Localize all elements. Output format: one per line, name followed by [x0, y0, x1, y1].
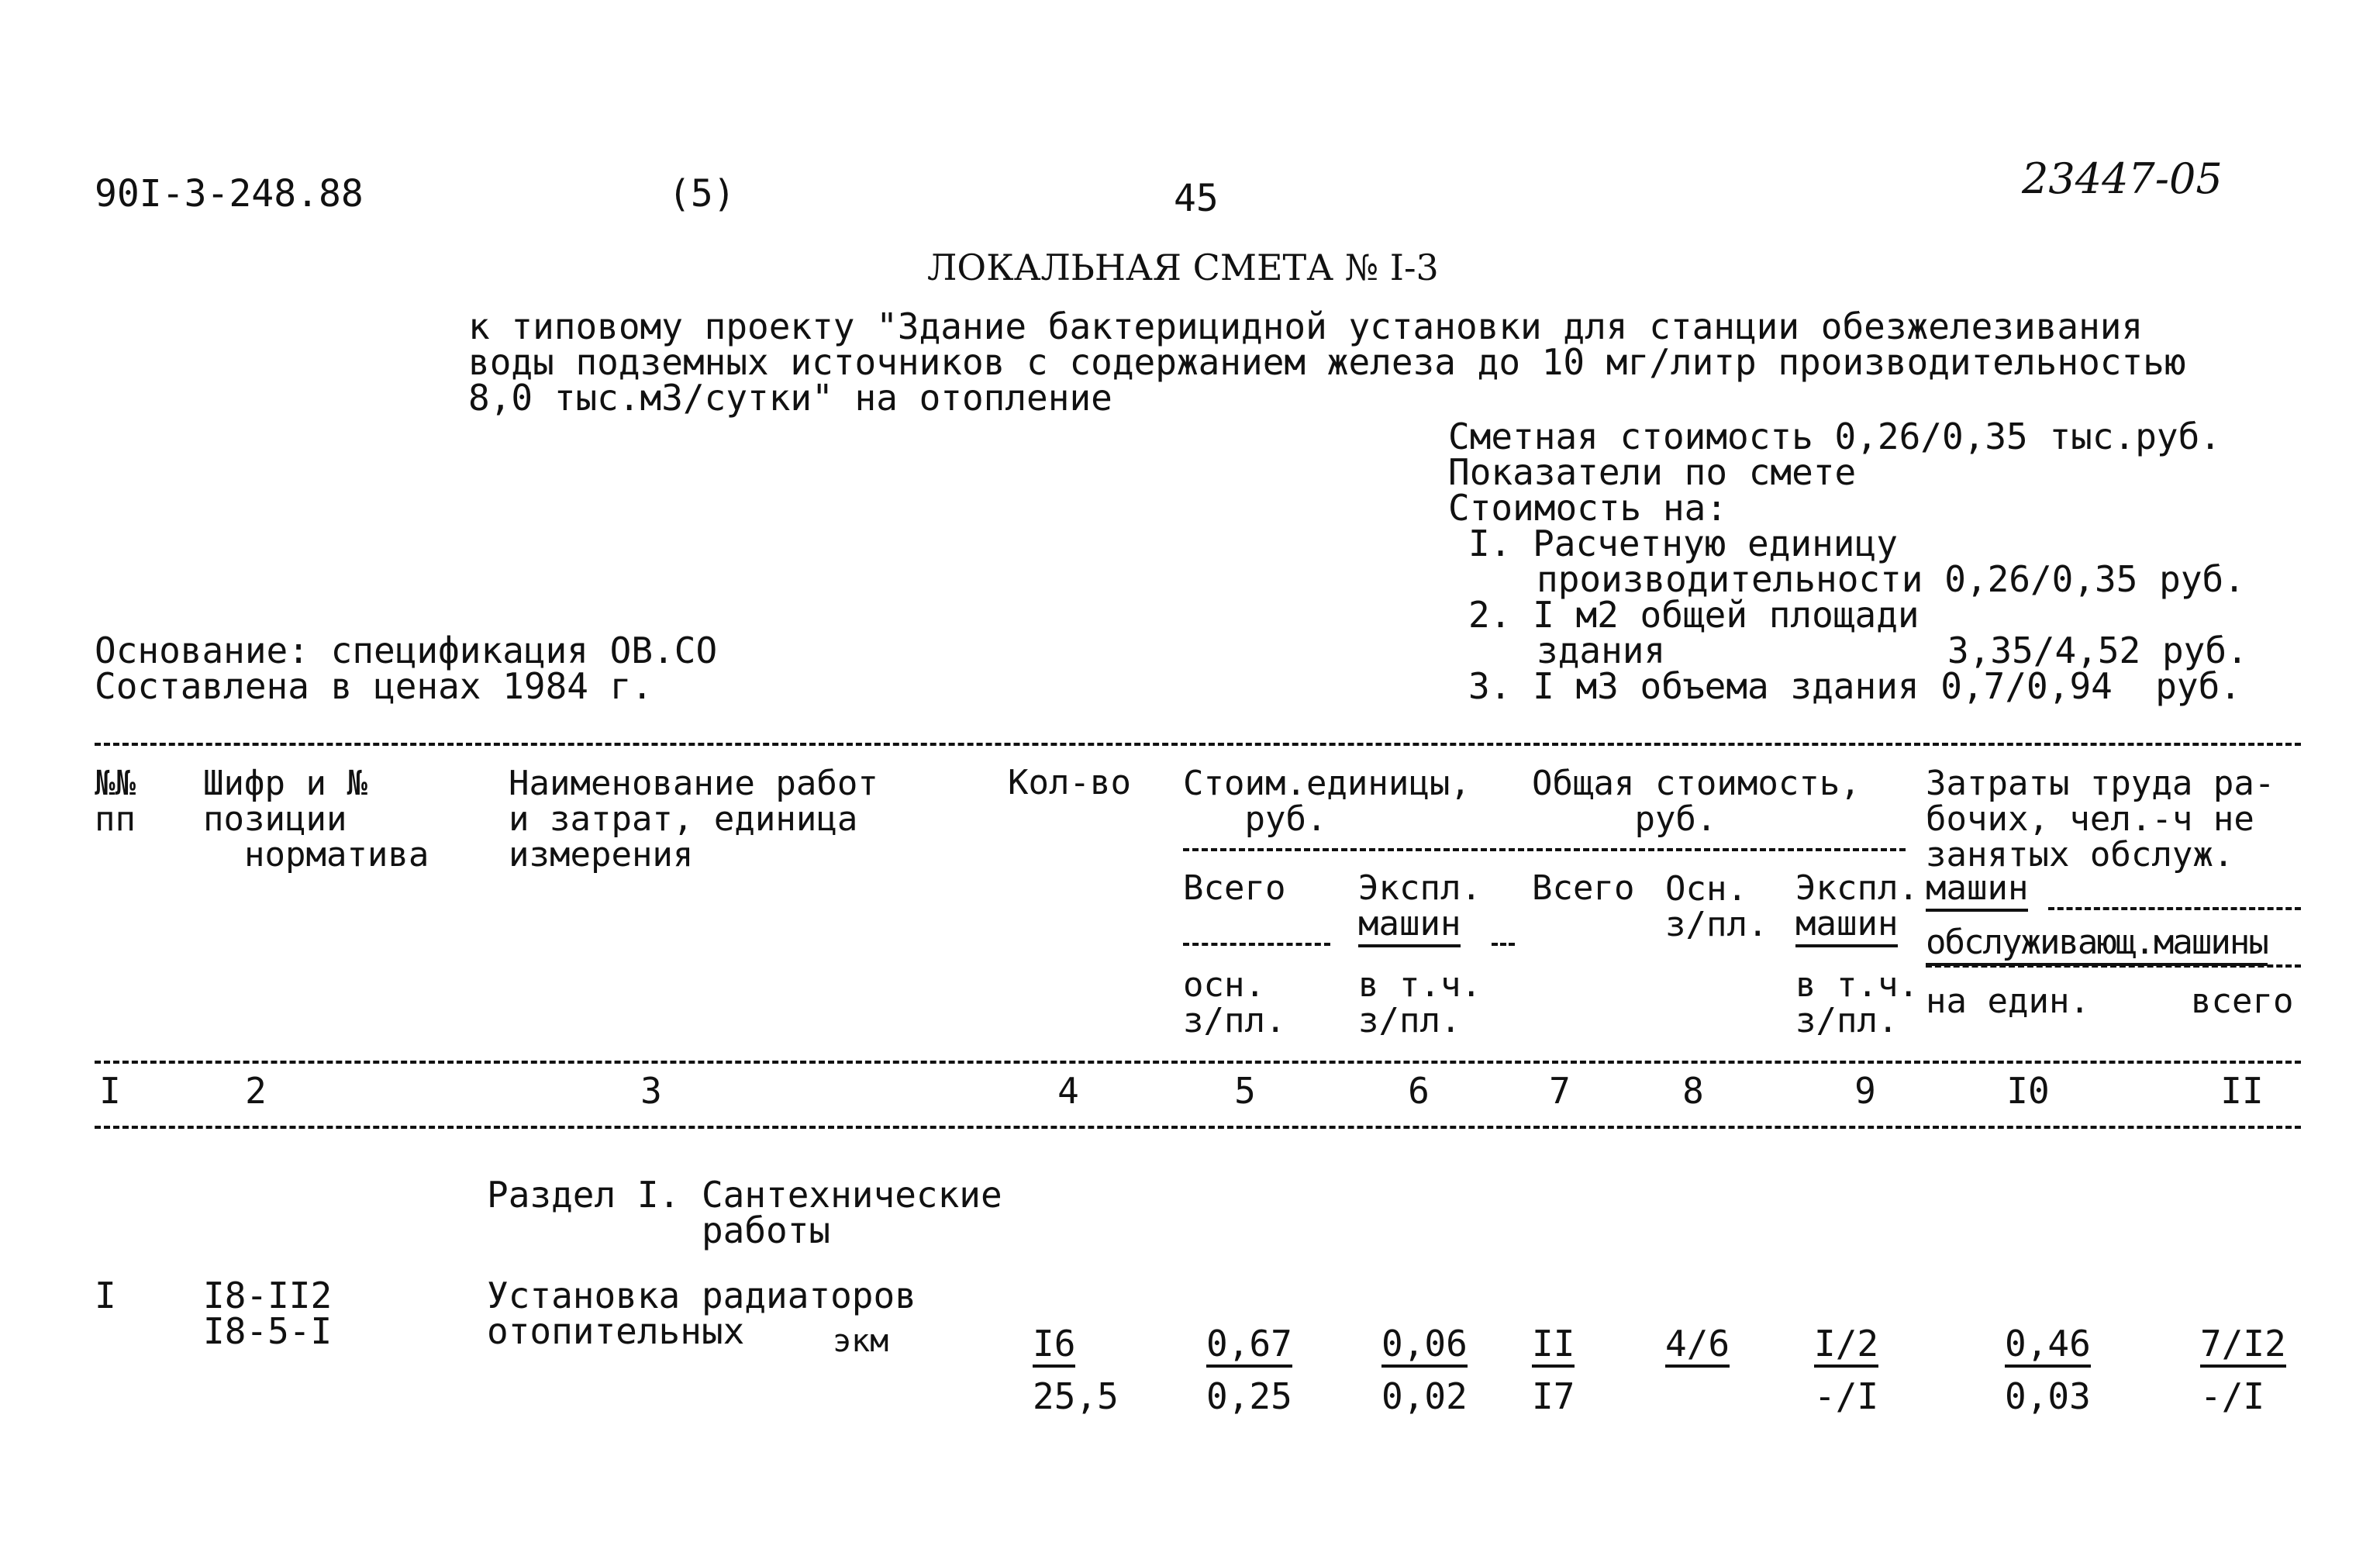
col5-subrule [1183, 943, 1330, 946]
row-1-name: Установка радиаторов отопительных [487, 1275, 916, 1352]
indicator-2-a: 2. I м2 общей площади [1468, 594, 1920, 636]
row-1-col11-bottom: -/I [2200, 1375, 2265, 1417]
row-1-code: I8-II2 I8-5-I [203, 1275, 333, 1352]
estimated-cost: Сметная стоимость 0,26/0,35 тыс.руб. [1448, 416, 2221, 457]
col-number-header: №№ пп [95, 764, 136, 839]
column-number-2: 2 [245, 1070, 267, 1112]
indicator-2-c: 3,35/4,52 руб. [1947, 630, 2248, 671]
column-number-1: I [99, 1070, 121, 1112]
col6-incl-wage-label: в т.ч. з/пл. [1358, 965, 1481, 1040]
row-1-col5-top: 0,67 [1206, 1326, 1292, 1368]
col6-machine-label: Экспл. [1358, 868, 1481, 908]
col-labor-header: Затраты труда ра- бочих, чел.-ч не занятых обслуж. [1926, 764, 2275, 875]
indicator-3: 3. I м3 объема здания 0,7/0,94 руб. [1468, 665, 2241, 707]
indicators-label: Показатели по смете [1448, 451, 1857, 493]
page-number: 45 [1174, 177, 1219, 220]
serving-machines-label: обслуживающ.машины [1926, 926, 2268, 966]
col-unit-cost-header: Стоим.единицы, руб. [1183, 764, 1471, 839]
col-code-header: Шифр и № позиции норматива [203, 764, 429, 875]
col5-base-wage-label: осн. з/пл. [1183, 965, 1286, 1040]
subtitle-line-3: 8,0 тыс.м3/сутки" на отопление [468, 377, 1112, 419]
col-name-header: Наименование работ и затрат, единица измерения [509, 764, 878, 875]
indicator-1-a: I. Расчетную единицу [1468, 523, 1898, 564]
col7-total-label: Всего [1532, 868, 1635, 908]
column-number-6: 6 [1408, 1070, 1430, 1112]
machines-label: машин [1926, 871, 2028, 912]
row-1-col7-top: II [1532, 1326, 1575, 1368]
row-1-col5-bottom: 0,25 [1206, 1375, 1292, 1417]
col9-machine-label-2: машин [1795, 907, 1898, 947]
col5-total-label: Всего [1183, 868, 1286, 908]
cost-subheader-rule [1183, 848, 1906, 851]
row-1-col9-top: I/2 [1814, 1326, 1878, 1368]
row-1-col9-bottom: -/I [1814, 1375, 1879, 1417]
col-total-cost-header: Общая стоимость, руб. [1532, 764, 1861, 839]
column-number-7: 7 [1549, 1070, 1571, 1112]
total-label: всего [2191, 982, 2294, 1021]
row-1-qty-top: I6 [1033, 1326, 1075, 1368]
col6-machine-label-2: машин [1358, 907, 1461, 947]
column-number-5: 5 [1234, 1070, 1256, 1112]
indicator-2-b: здания [1537, 630, 1666, 671]
per-unit-label: на един. [1926, 982, 2090, 1021]
row-1-col8-top: 4/6 [1665, 1326, 1730, 1368]
table-top-rule [95, 743, 2301, 746]
col9-machine-label: Экспл. [1795, 868, 1919, 908]
document-code: 90I-3-248.88 [95, 172, 364, 216]
machines-rule [2048, 907, 2301, 910]
cost-on-label: Стоимость на: [1448, 487, 1728, 529]
row-1-qty-bottom: 25,5 [1033, 1375, 1119, 1417]
handwritten-number: 23447-05 [2022, 154, 2223, 203]
row-1-col6-top: 0,06 [1381, 1326, 1468, 1368]
row-1-col10-top: 0,46 [2005, 1326, 2091, 1368]
prices-year-line: Составлена в ценах 1984 г. [95, 665, 654, 707]
row-1-col6-bottom: 0,02 [1381, 1375, 1468, 1417]
section-title: Раздел I. Сантехнические работы [487, 1174, 1002, 1251]
basis-line: Основание: спецификация ОВ.СО [95, 630, 718, 671]
estimate-title: ЛОКАЛЬНАЯ СМЕТА № I-3 [927, 247, 1439, 288]
column-number-11: II [2220, 1070, 2264, 1112]
row-1-col7-bottom: I7 [1532, 1375, 1575, 1417]
row-1-unit: экм [833, 1323, 889, 1359]
indicator-1-b: производительности 0,26/0,35 руб. [1537, 558, 2245, 600]
col8-base-wage-label: Осн. з/пл. [1665, 869, 1768, 944]
col-qty-header: Кол-во [1008, 763, 1131, 802]
column-number-4: 4 [1057, 1070, 1079, 1112]
row-1-col10-bottom: 0,03 [2005, 1375, 2091, 1417]
subtitle-line-1: к типовому проекту "Здание бактерицидной установки для станции обезжелезивания [468, 305, 2144, 347]
subtitle-line-2: воды подземных источников с содержанием железа до 10 мг/литр производительностью [468, 341, 2186, 383]
col6-subrule [1492, 943, 1515, 946]
column-number-3: 3 [640, 1070, 662, 1112]
column-number-9: 9 [1854, 1070, 1876, 1112]
serving-machines-rule [1926, 964, 2301, 968]
col9-incl-wage-label: в т.ч. з/пл. [1795, 965, 1919, 1040]
sheet-number: (5) [668, 172, 736, 216]
column-number-8: 8 [1682, 1070, 1704, 1112]
row-1-number: I [95, 1275, 116, 1316]
row-1-col11-top: 7/I2 [2200, 1326, 2286, 1368]
column-numbers-top-rule [95, 1061, 2301, 1064]
column-number-10: I0 [2006, 1070, 2050, 1112]
column-numbers-bottom-rule [95, 1126, 2301, 1129]
